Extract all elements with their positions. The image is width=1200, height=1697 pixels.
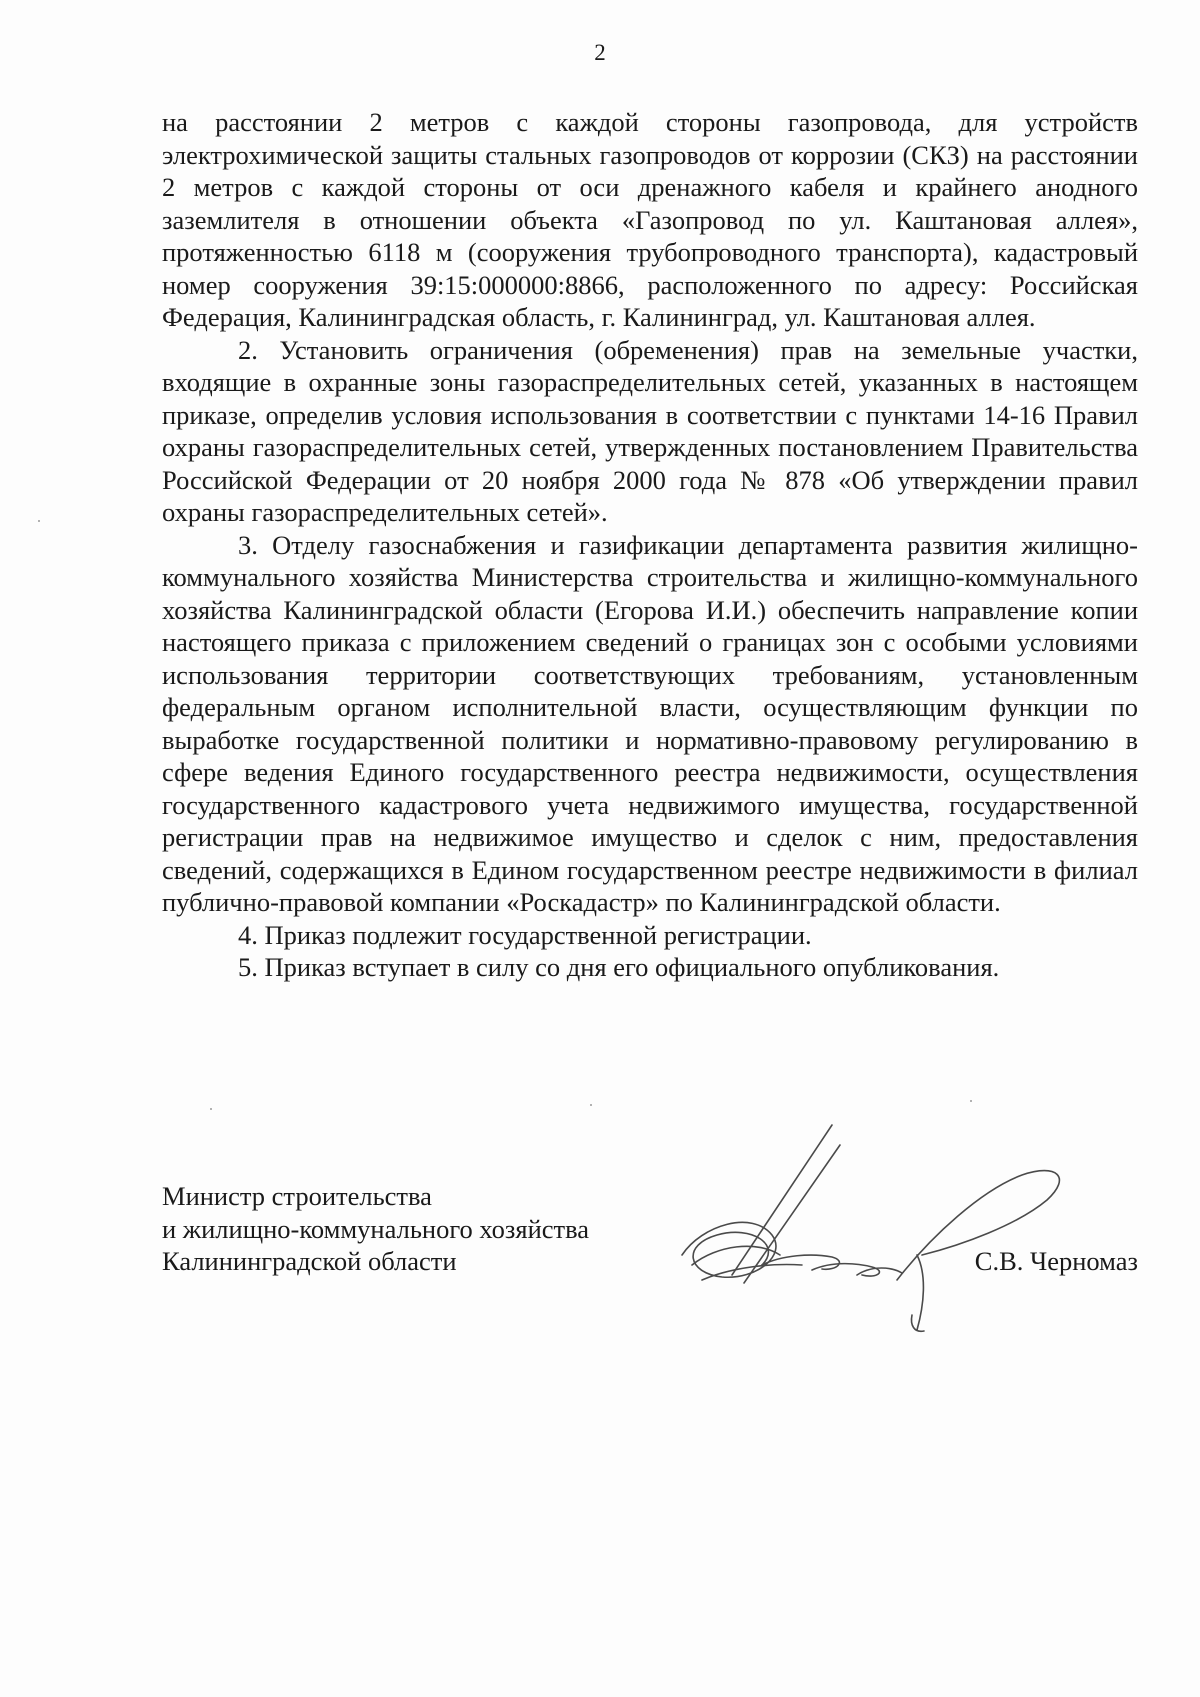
signatory-position-line: Министр строительства (162, 1181, 432, 1211)
paragraph-item-4: 4. Приказ подлежит государственной регистрации. (238, 919, 812, 950)
paragraph-item-3: 3. Отделу газоснабжения и газификации департамента развития жилищно-коммунального хозяйства Министерства строительства и жилищно-коммунального хозяйства Калининградской области (Егорова И.И.) обеспечить направление копии настоящего приказа с приложением сведений о границах зон с особыми условиями использования территории соответствующих требованиям, установленным федеральным органом исполнительной власти, осуществляющим функции по выработке государственной политики и нормативно-правовому регулированию в сфере ведения Единого государственного реестра недвижимости, осуществления государственного кадастрового учета недвижимого имущества, государственной регистрации прав на недвижимое имущество и сделок с ним, предоставления сведений, содержащихся в Едином государственном реестре недвижимости в филиал публично-правовой компании «Роскадастр» по Калининградской области. (162, 529, 1138, 917)
paragraph-continuation: на расстоянии 2 метров с каждой стороны газопровода, для устройств электрохимической защиты стальных газопроводов от коррозии (СКЗ) на расстоянии 2 метров с каждой стороны от оси дренажного кабеля и крайнего анодного заземлителя в отношении объекта «Газопровод по ул. Каштановая аллея», протяженностью 6118 м (сооружения трубопроводного транспорта), кадастровый номер сооружения 39:15:000000:8866, расположенного по адресу: Российская Федерация, Калининградская область, г. Калининград, ул. Каштановая аллея. (162, 107, 1138, 332)
signatory-position-line: и жилищно-коммунального хозяйства (162, 1213, 590, 1244)
paragraph-item-5: 5. Приказ вступает в силу со дня его официального опубликования. (238, 952, 1000, 982)
scan-speck (590, 1104, 592, 1106)
scan-speck (970, 1100, 972, 1102)
paragraph-item-2: 2. Установить ограничения (обременения) прав на земельные участки, входящие в охранные зоны газораспределительных сетей, указанных в настоящем приказе, определив условия использования в соответствии с пунктами 14-16 Правил охраны газораспределительных сетей, утвержденных постановлением Правительства Российской Федерации от 20 ноября 2000 года № 878 «Об утверждении правил охраны газораспределительных сетей». (162, 334, 1138, 527)
signatory-name: С.В. Черномаз (974, 1246, 1138, 1276)
handwritten-signature (662, 1105, 1082, 1335)
page-number: 2 (594, 40, 606, 65)
signatory-position-line: Калининградской области (162, 1246, 457, 1276)
scan-speck (210, 1108, 212, 1110)
signatory-position (162, 1180, 589, 1278)
document-body (162, 106, 1138, 984)
signature-block (162, 1180, 1138, 1320)
scan-speck (38, 520, 40, 522)
